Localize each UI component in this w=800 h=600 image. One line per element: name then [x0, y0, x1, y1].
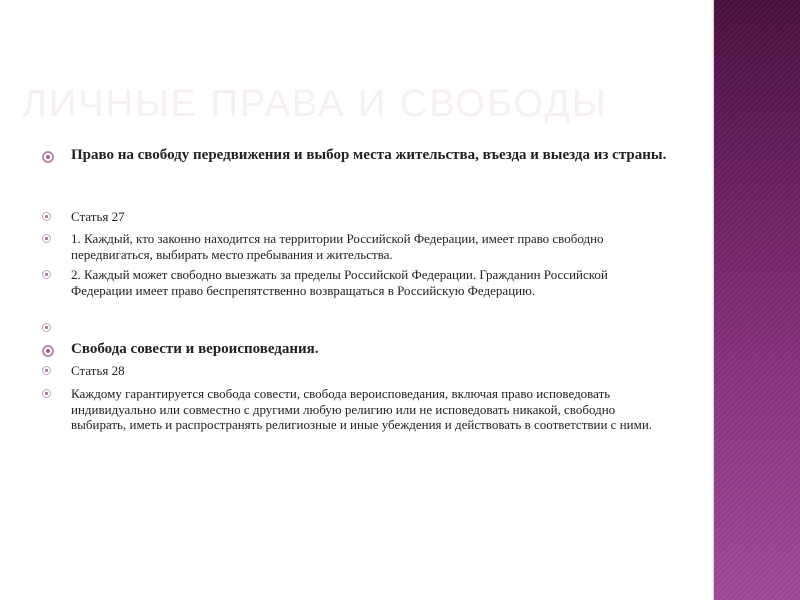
- bullet-item-article-28: [71, 363, 671, 379]
- bullet-icon: [42, 212, 51, 221]
- bullet-text: Статья 27: [71, 209, 125, 224]
- bullet-icon: [42, 234, 51, 243]
- bullet-item-article-28-text: [71, 386, 671, 433]
- decorative-side-panel: [714, 0, 800, 600]
- bullet-item-article-27-part-1: [71, 231, 671, 262]
- bullet-text: Статья 28: [71, 363, 125, 378]
- bullet-icon: [42, 323, 51, 332]
- bullet-text: Свобода совести и вероисповедания.: [71, 341, 319, 357]
- bullet-icon: [42, 270, 51, 279]
- bullet-item-heading-conscience: [71, 341, 671, 358]
- slide-title: ЛИЧНЫЕ ПРАВА И СВОБОДЫ: [22, 83, 608, 125]
- bullet-icon: [42, 151, 54, 163]
- bullet-icon: [42, 389, 51, 398]
- bullet-text: 1. Каждый, кто законно находится на территории Российской Федерации, имеет право свободно передвигаться, выбирать место пребывания и жительства.: [71, 231, 604, 262]
- bullet-item-article-27: [71, 209, 671, 225]
- bullet-item-heading-movement: [71, 147, 671, 164]
- bullet-text: 2. Каждый может свободно выезжать за пределы Российской Федерации. Гражданин Российской Федерации имеет право беспрепятственно возвращаться в Российскую Федерацию.: [71, 267, 608, 298]
- bullet-item-article-27-part-2: [71, 267, 671, 298]
- bullet-icon: [42, 366, 51, 375]
- bullet-text: Право на свободу передвижения и выбор места жительства, въезда и выезда из страны.: [71, 147, 667, 163]
- bullet-icon: [42, 345, 54, 357]
- bullet-text: Каждому гарантируется свобода совести, свобода вероисповедания, включая право исповедовать индивидуально или совместно с другими любую религию или не исповедовать никакой, свободно выбирать, иметь и распространять религиозные и иные убеждения и действовать в соответствии с ними.: [71, 386, 653, 432]
